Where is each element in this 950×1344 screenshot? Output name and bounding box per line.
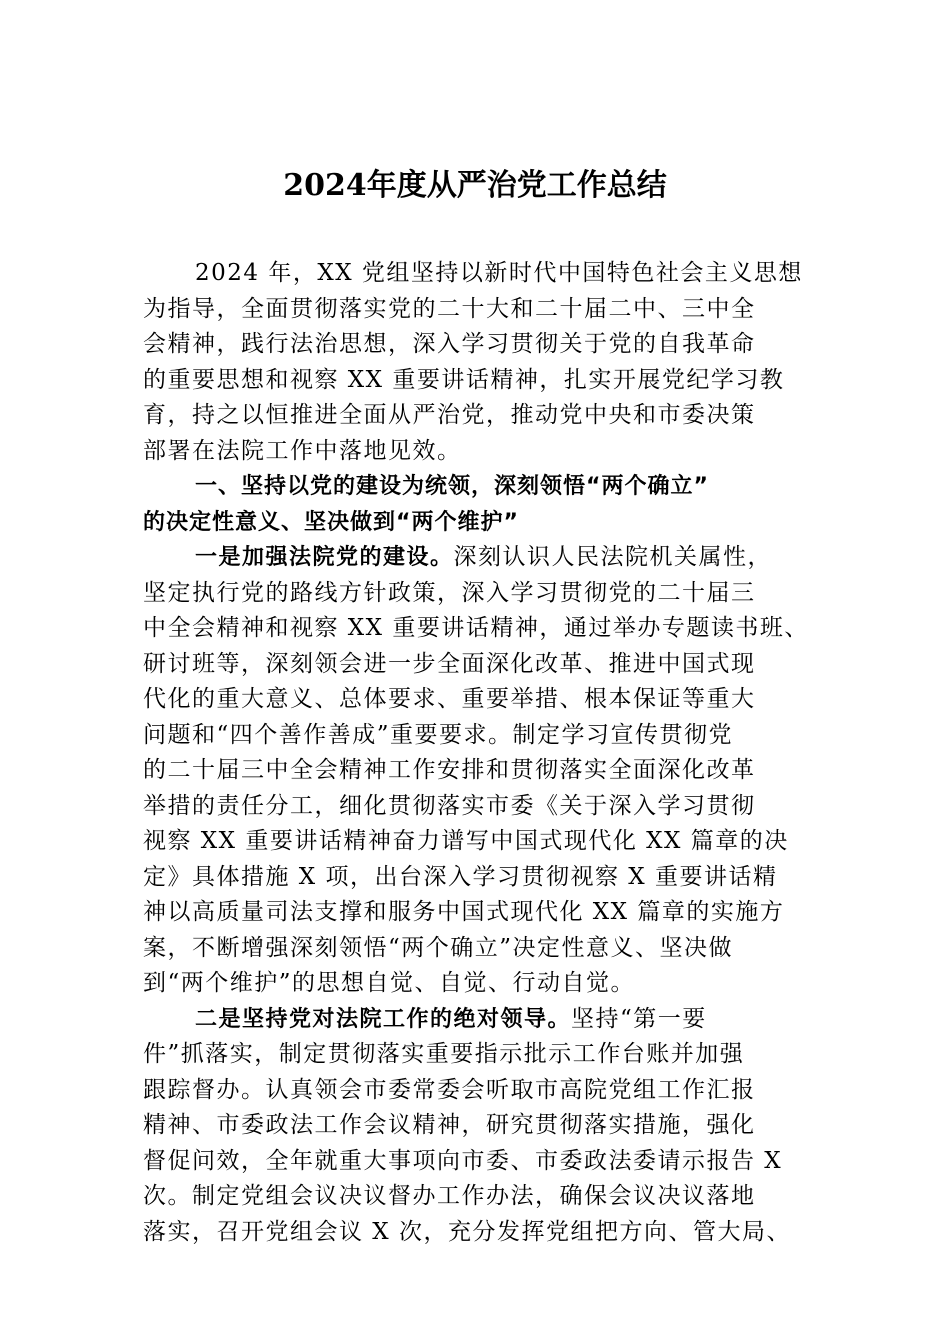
paragraph-party-building	[143, 540, 815, 1002]
text-line: 2024 年，XX 党组坚持以新时代中国特色社会主义思想	[195, 260, 803, 286]
paragraph-text: 深刻认识人民法院机关属性，	[453, 544, 773, 570]
text-line: 会精神，践行法治思想，深入学习贯彻关于党的自我革命	[143, 331, 756, 357]
text-line: 精神、市委政法工作会议精神，研究贯彻落实措施，强化	[143, 1112, 756, 1138]
heading-line: 的决定性意义、坚决做到“两个维护”	[143, 509, 519, 535]
text-line: 为指导，全面贯彻落实党的二十大和二十届二中、三中全	[143, 295, 756, 322]
text-line: 件”抓落实，制定贯彻落实重要指示批示工作台账并加强	[143, 1041, 745, 1067]
text-line: 的重要思想和视察 XX 重要讲话精神，扎实开展党纪学习教	[143, 366, 785, 393]
text-line: 坚定执行党的路线方针政策，深入学习贯彻党的二十届三	[143, 579, 756, 606]
paragraph-absolute-leadership	[143, 1002, 815, 1251]
text-line: 代化的重大意义、总体要求、重要举措、根本保证等重大	[143, 686, 756, 712]
text-line: 神以高质量司法支撑和服务中国式现代化 XX 篇章的实施方	[143, 899, 785, 925]
text-line: 中全会精神和视察 XX 重要讲话精神，通过举办专题读书班、	[143, 615, 809, 641]
paragraph-lead: 二是坚持党对法院工作的绝对领导。	[195, 1006, 572, 1032]
text-line: 落实，召开党组会议 X 次，充分发挥党组把方向、管大局、	[143, 1218, 791, 1245]
text-line: 的二十届三中全会精神工作安排和贯彻落实全面深化改革	[143, 757, 756, 783]
text-line: 育，持之以恒推进全面从严治党，推动党中央和市委决策	[143, 402, 756, 428]
text-line: 举措的责任分工，细化贯彻落实市委《关于深入学习贯彻	[143, 792, 756, 819]
text-line: 定》具体措施 X 项，出台深入学习贯彻视察 X 重要讲话精	[143, 863, 778, 890]
section-heading	[143, 469, 815, 540]
text-line	[143, 1002, 815, 1038]
text-line: 部署在法院工作中落地见效。	[143, 437, 462, 464]
heading-line: 一、坚持以党的建设为统领，深刻领悟“两个确立”	[195, 474, 709, 499]
document-title: 2024年度从严治党工作总结	[283, 168, 667, 203]
text-line: 跟踪督办。认真领会市委常委会听取市高院党组工作汇报	[143, 1076, 756, 1103]
text-line: 次。制定党组会议决议督办工作办法，确保会议决议落地	[143, 1183, 756, 1209]
text-line: 研讨班等，深刻领会进一步全面深化改革、推进中国式现	[143, 650, 756, 677]
text-line: 案，不断增强深刻领悟“两个确立”决定性意义、坚决做	[143, 934, 734, 961]
text-line: 视察 XX 重要讲话精神奋力谱写中国式现代化 XX 篇章的决	[143, 828, 789, 854]
text-line: 问题和“四个善作善成”重要要求。制定学习宣传贯彻党	[143, 721, 734, 748]
document-body	[143, 256, 815, 1250]
text-line: 到“两个维护”的思想自觉、自觉、行动自觉。	[143, 970, 636, 996]
intro-paragraph	[143, 256, 815, 469]
text-line: 督促问效，全年就重大事项向市委、市委政法委请示报告 X	[143, 1147, 783, 1174]
paragraph-lead: 一是加强法院党的建设。	[195, 545, 454, 570]
paragraph-text: 坚持“第一要	[571, 1005, 707, 1032]
text-line	[143, 540, 815, 576]
